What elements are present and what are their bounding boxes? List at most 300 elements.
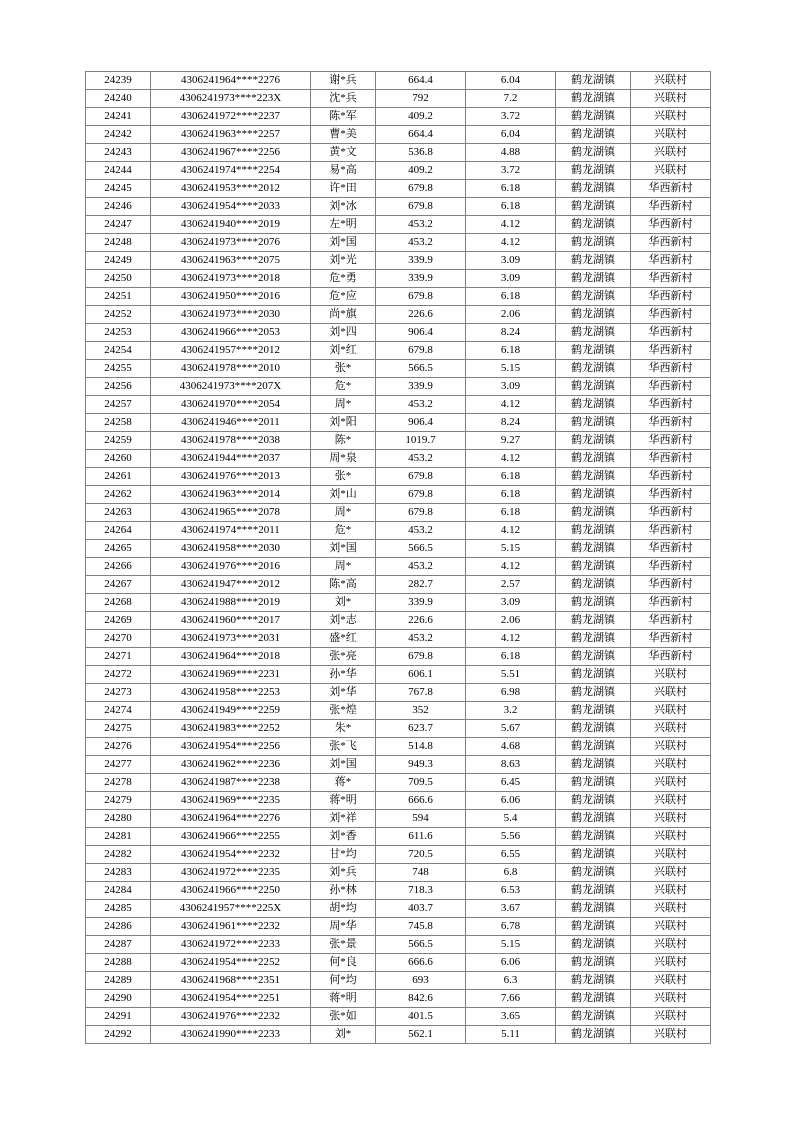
table-row: [86, 558, 711, 576]
village-cell: 华西新村: [631, 342, 711, 360]
town-cell: 鹤龙湖镇: [556, 774, 631, 792]
id-cell: 4306241976****2013: [151, 468, 311, 486]
town-cell: 鹤龙湖镇: [556, 504, 631, 522]
village-cell: 兴联村: [631, 90, 711, 108]
area-cell: 3.09: [466, 378, 556, 396]
area-cell: 6.18: [466, 198, 556, 216]
amount-cell: 566.5: [376, 540, 466, 558]
table-row: [86, 792, 711, 810]
seq-cell: 24266: [86, 558, 151, 576]
table-row: [86, 72, 711, 90]
id-cell: 4306241958****2030: [151, 540, 311, 558]
id-cell: 4306241973****223X: [151, 90, 311, 108]
name-cell: 张*: [311, 468, 376, 486]
amount-cell: 679.8: [376, 180, 466, 198]
village-cell: 兴联村: [631, 918, 711, 936]
table-row: [86, 486, 711, 504]
amount-cell: 566.5: [376, 936, 466, 954]
town-cell: 鹤龙湖镇: [556, 486, 631, 504]
village-cell: 兴联村: [631, 1026, 711, 1044]
id-cell: 4306241973****2031: [151, 630, 311, 648]
id-cell: 4306241944****2037: [151, 450, 311, 468]
name-cell: 刘*四: [311, 324, 376, 342]
village-cell: 华西新村: [631, 216, 711, 234]
name-cell: 刘*香: [311, 828, 376, 846]
table-row: [86, 648, 711, 666]
seq-cell: 24264: [86, 522, 151, 540]
town-cell: 鹤龙湖镇: [556, 252, 631, 270]
seq-cell: 24255: [86, 360, 151, 378]
name-cell: 孙*华: [311, 666, 376, 684]
id-cell: 4306241978****2038: [151, 432, 311, 450]
seq-cell: 24259: [86, 432, 151, 450]
town-cell: 鹤龙湖镇: [556, 162, 631, 180]
name-cell: 左*明: [311, 216, 376, 234]
name-cell: 刘*: [311, 594, 376, 612]
area-cell: 6.04: [466, 72, 556, 90]
name-cell: 朱*: [311, 720, 376, 738]
area-cell: 3.72: [466, 162, 556, 180]
town-cell: 鹤龙湖镇: [556, 450, 631, 468]
village-cell: 华西新村: [631, 252, 711, 270]
amount-cell: 709.5: [376, 774, 466, 792]
area-cell: 3.09: [466, 594, 556, 612]
village-cell: 华西新村: [631, 378, 711, 396]
town-cell: 鹤龙湖镇: [556, 810, 631, 828]
town-cell: 鹤龙湖镇: [556, 1026, 631, 1044]
name-cell: 刘*国: [311, 234, 376, 252]
amount-cell: 514.8: [376, 738, 466, 756]
id-cell: 4306241988****2019: [151, 594, 311, 612]
village-cell: 兴联村: [631, 702, 711, 720]
town-cell: 鹤龙湖镇: [556, 594, 631, 612]
area-cell: 4.88: [466, 144, 556, 162]
town-cell: 鹤龙湖镇: [556, 756, 631, 774]
amount-cell: 453.2: [376, 216, 466, 234]
name-cell: 蒋*明: [311, 990, 376, 1008]
table-row: [86, 612, 711, 630]
town-cell: 鹤龙湖镇: [556, 990, 631, 1008]
id-cell: 4306241969****2231: [151, 666, 311, 684]
table-row: [86, 828, 711, 846]
seq-cell: 24253: [86, 324, 151, 342]
name-cell: 刘*阳: [311, 414, 376, 432]
town-cell: 鹤龙湖镇: [556, 666, 631, 684]
area-cell: 5.56: [466, 828, 556, 846]
amount-cell: 339.9: [376, 378, 466, 396]
id-cell: 4306241973****207X: [151, 378, 311, 396]
amount-cell: 720.5: [376, 846, 466, 864]
name-cell: 周*: [311, 504, 376, 522]
seq-cell: 24260: [86, 450, 151, 468]
table-row: [86, 900, 711, 918]
amount-cell: 949.3: [376, 756, 466, 774]
amount-cell: 906.4: [376, 324, 466, 342]
area-cell: 4.12: [466, 396, 556, 414]
seq-cell: 24239: [86, 72, 151, 90]
name-cell: 刘*: [311, 1026, 376, 1044]
name-cell: 谢*兵: [311, 72, 376, 90]
seq-cell: 24281: [86, 828, 151, 846]
table-row: [86, 738, 711, 756]
amount-cell: 409.2: [376, 108, 466, 126]
id-cell: 4306241974****2254: [151, 162, 311, 180]
name-cell: 孙*林: [311, 882, 376, 900]
area-cell: 4.12: [466, 450, 556, 468]
id-cell: 4306241970****2054: [151, 396, 311, 414]
amount-cell: 339.9: [376, 270, 466, 288]
id-cell: 4306241957****225X: [151, 900, 311, 918]
town-cell: 鹤龙湖镇: [556, 954, 631, 972]
table-row: [86, 468, 711, 486]
amount-cell: 339.9: [376, 252, 466, 270]
amount-cell: 679.8: [376, 648, 466, 666]
seq-cell: 24250: [86, 270, 151, 288]
town-cell: 鹤龙湖镇: [556, 414, 631, 432]
town-cell: 鹤龙湖镇: [556, 828, 631, 846]
seq-cell: 24246: [86, 198, 151, 216]
name-cell: 陈*: [311, 432, 376, 450]
seq-cell: 24291: [86, 1008, 151, 1026]
seq-cell: 24268: [86, 594, 151, 612]
village-cell: 华西新村: [631, 288, 711, 306]
town-cell: 鹤龙湖镇: [556, 864, 631, 882]
table-row: [86, 882, 711, 900]
table-row: [86, 126, 711, 144]
amount-cell: 666.6: [376, 792, 466, 810]
area-cell: 4.12: [466, 234, 556, 252]
table-row: [86, 270, 711, 288]
seq-cell: 24265: [86, 540, 151, 558]
name-cell: 张*煌: [311, 702, 376, 720]
id-cell: 4306241972****2233: [151, 936, 311, 954]
area-cell: 6.18: [466, 342, 556, 360]
area-cell: 8.24: [466, 324, 556, 342]
town-cell: 鹤龙湖镇: [556, 108, 631, 126]
town-cell: 鹤龙湖镇: [556, 90, 631, 108]
name-cell: 曹*美: [311, 126, 376, 144]
village-cell: 华西新村: [631, 180, 711, 198]
village-cell: 华西新村: [631, 486, 711, 504]
id-cell: 4306241987****2238: [151, 774, 311, 792]
table-row: [86, 288, 711, 306]
name-cell: 蒋*明: [311, 792, 376, 810]
table-row: [86, 306, 711, 324]
village-cell: 兴联村: [631, 1008, 711, 1026]
village-cell: 兴联村: [631, 936, 711, 954]
name-cell: 周*: [311, 396, 376, 414]
village-cell: 兴联村: [631, 756, 711, 774]
town-cell: 鹤龙湖镇: [556, 720, 631, 738]
village-cell: 华西新村: [631, 612, 711, 630]
area-cell: 5.4: [466, 810, 556, 828]
seq-cell: 24251: [86, 288, 151, 306]
id-cell: 4306241954****2252: [151, 954, 311, 972]
table-row: [86, 666, 711, 684]
village-cell: 兴联村: [631, 864, 711, 882]
amount-cell: 623.7: [376, 720, 466, 738]
id-cell: 4306241973****2018: [151, 270, 311, 288]
seq-cell: 24244: [86, 162, 151, 180]
village-cell: 华西新村: [631, 594, 711, 612]
table-row: [86, 954, 711, 972]
name-cell: 张*亮: [311, 648, 376, 666]
amount-cell: 282.7: [376, 576, 466, 594]
town-cell: 鹤龙湖镇: [556, 378, 631, 396]
village-cell: 兴联村: [631, 846, 711, 864]
table-row: [86, 180, 711, 198]
id-cell: 4306241960****2017: [151, 612, 311, 630]
seq-cell: 24256: [86, 378, 151, 396]
area-cell: 6.78: [466, 918, 556, 936]
area-cell: 3.65: [466, 1008, 556, 1026]
table-row: [86, 396, 711, 414]
id-cell: 4306241964****2018: [151, 648, 311, 666]
id-cell: 4306241983****2252: [151, 720, 311, 738]
town-cell: 鹤龙湖镇: [556, 522, 631, 540]
name-cell: 沈*兵: [311, 90, 376, 108]
id-cell: 4306241973****2076: [151, 234, 311, 252]
table-row: [86, 450, 711, 468]
town-cell: 鹤龙湖镇: [556, 918, 631, 936]
table-row: [86, 216, 711, 234]
table-row: [86, 774, 711, 792]
id-cell: 4306241976****2016: [151, 558, 311, 576]
town-cell: 鹤龙湖镇: [556, 630, 631, 648]
table-row: [86, 198, 711, 216]
id-cell: 4306241954****2256: [151, 738, 311, 756]
village-cell: 兴联村: [631, 810, 711, 828]
area-cell: 4.12: [466, 522, 556, 540]
table-row: [86, 162, 711, 180]
table-row: [86, 504, 711, 522]
seq-cell: 24262: [86, 486, 151, 504]
name-cell: 周*: [311, 558, 376, 576]
town-cell: 鹤龙湖镇: [556, 846, 631, 864]
amount-cell: 666.6: [376, 954, 466, 972]
village-cell: 兴联村: [631, 162, 711, 180]
id-cell: 4306241940****2019: [151, 216, 311, 234]
amount-cell: 745.8: [376, 918, 466, 936]
amount-cell: 679.8: [376, 468, 466, 486]
village-cell: 华西新村: [631, 324, 711, 342]
area-cell: 6.8: [466, 864, 556, 882]
village-cell: 华西新村: [631, 234, 711, 252]
name-cell: 陈*军: [311, 108, 376, 126]
amount-cell: 453.2: [376, 630, 466, 648]
name-cell: 危*: [311, 378, 376, 396]
seq-cell: 24252: [86, 306, 151, 324]
amount-cell: 401.5: [376, 1008, 466, 1026]
name-cell: 刘*山: [311, 486, 376, 504]
area-cell: 6.18: [466, 486, 556, 504]
id-cell: 4306241954****2251: [151, 990, 311, 1008]
area-cell: 3.72: [466, 108, 556, 126]
village-cell: 兴联村: [631, 684, 711, 702]
village-cell: 华西新村: [631, 432, 711, 450]
area-cell: 3.67: [466, 900, 556, 918]
town-cell: 鹤龙湖镇: [556, 900, 631, 918]
area-cell: 4.68: [466, 738, 556, 756]
village-cell: 兴联村: [631, 990, 711, 1008]
id-cell: 4306241961****2232: [151, 918, 311, 936]
seq-cell: 24258: [86, 414, 151, 432]
amount-cell: 679.8: [376, 504, 466, 522]
amount-cell: 906.4: [376, 414, 466, 432]
amount-cell: 562.1: [376, 1026, 466, 1044]
area-cell: 6.18: [466, 468, 556, 486]
id-cell: 4306241966****2053: [151, 324, 311, 342]
table-row: [86, 324, 711, 342]
seq-cell: 24286: [86, 918, 151, 936]
area-cell: 6.04: [466, 126, 556, 144]
id-cell: 4306241946****2011: [151, 414, 311, 432]
village-cell: 华西新村: [631, 468, 711, 486]
table-row: [86, 810, 711, 828]
area-cell: 6.06: [466, 954, 556, 972]
name-cell: 许*田: [311, 180, 376, 198]
amount-cell: 566.5: [376, 360, 466, 378]
table-row: [86, 522, 711, 540]
amount-cell: 226.6: [376, 306, 466, 324]
village-cell: 华西新村: [631, 630, 711, 648]
seq-cell: 24284: [86, 882, 151, 900]
town-cell: 鹤龙湖镇: [556, 612, 631, 630]
amount-cell: 352: [376, 702, 466, 720]
seq-cell: 24279: [86, 792, 151, 810]
amount-cell: 842.6: [376, 990, 466, 1008]
village-cell: 华西新村: [631, 450, 711, 468]
area-cell: 6.18: [466, 504, 556, 522]
seq-cell: 24274: [86, 702, 151, 720]
seq-cell: 24257: [86, 396, 151, 414]
amount-cell: 594: [376, 810, 466, 828]
area-cell: 6.18: [466, 648, 556, 666]
town-cell: 鹤龙湖镇: [556, 882, 631, 900]
town-cell: 鹤龙湖镇: [556, 180, 631, 198]
amount-cell: 453.2: [376, 558, 466, 576]
village-cell: 兴联村: [631, 108, 711, 126]
area-cell: 5.11: [466, 1026, 556, 1044]
name-cell: 何*均: [311, 972, 376, 990]
id-cell: 4306241950****2016: [151, 288, 311, 306]
village-cell: 华西新村: [631, 540, 711, 558]
village-cell: 华西新村: [631, 270, 711, 288]
id-cell: 4306241954****2033: [151, 198, 311, 216]
village-cell: 华西新村: [631, 504, 711, 522]
seq-cell: 24261: [86, 468, 151, 486]
table-row: [86, 630, 711, 648]
town-cell: 鹤龙湖镇: [556, 342, 631, 360]
area-cell: 8.24: [466, 414, 556, 432]
name-cell: 刘*祥: [311, 810, 376, 828]
town-cell: 鹤龙湖镇: [556, 198, 631, 216]
id-cell: 4306241949****2259: [151, 702, 311, 720]
id-cell: 4306241967****2256: [151, 144, 311, 162]
seq-cell: 24263: [86, 504, 151, 522]
area-cell: 4.12: [466, 216, 556, 234]
id-cell: 4306241978****2010: [151, 360, 311, 378]
seq-cell: 24248: [86, 234, 151, 252]
seq-cell: 24283: [86, 864, 151, 882]
table-row: [86, 846, 711, 864]
seq-cell: 24271: [86, 648, 151, 666]
table-row: [86, 918, 711, 936]
table-row: [86, 936, 711, 954]
village-cell: 华西新村: [631, 396, 711, 414]
id-cell: 4306241972****2237: [151, 108, 311, 126]
seq-cell: 24282: [86, 846, 151, 864]
area-cell: 2.57: [466, 576, 556, 594]
area-cell: 3.09: [466, 252, 556, 270]
name-cell: 黄*文: [311, 144, 376, 162]
seq-cell: 24240: [86, 90, 151, 108]
seq-cell: 24292: [86, 1026, 151, 1044]
table-row: [86, 432, 711, 450]
town-cell: 鹤龙湖镇: [556, 576, 631, 594]
seq-cell: 24245: [86, 180, 151, 198]
area-cell: 6.18: [466, 288, 556, 306]
town-cell: 鹤龙湖镇: [556, 144, 631, 162]
amount-cell: 718.3: [376, 882, 466, 900]
seq-cell: 24290: [86, 990, 151, 1008]
village-cell: 兴联村: [631, 720, 711, 738]
id-cell: 4306241968****2351: [151, 972, 311, 990]
name-cell: 刘*华: [311, 684, 376, 702]
amount-cell: 611.6: [376, 828, 466, 846]
area-cell: 6.06: [466, 792, 556, 810]
amount-cell: 792: [376, 90, 466, 108]
name-cell: 甘*均: [311, 846, 376, 864]
town-cell: 鹤龙湖镇: [556, 288, 631, 306]
id-cell: 4306241976****2232: [151, 1008, 311, 1026]
table-row: [86, 594, 711, 612]
id-cell: 4306241957****2012: [151, 342, 311, 360]
name-cell: 周*泉: [311, 450, 376, 468]
name-cell: 尚*旗: [311, 306, 376, 324]
name-cell: 刘*国: [311, 756, 376, 774]
seq-cell: 24288: [86, 954, 151, 972]
village-cell: 兴联村: [631, 900, 711, 918]
table-row: [86, 702, 711, 720]
town-cell: 鹤龙湖镇: [556, 324, 631, 342]
table-row: [86, 252, 711, 270]
amount-cell: 403.7: [376, 900, 466, 918]
village-cell: 兴联村: [631, 792, 711, 810]
area-cell: 5.51: [466, 666, 556, 684]
table-row: [86, 972, 711, 990]
area-cell: 5.67: [466, 720, 556, 738]
table-row: [86, 144, 711, 162]
village-cell: 兴联村: [631, 882, 711, 900]
id-cell: 4306241964****2276: [151, 810, 311, 828]
area-cell: 7.2: [466, 90, 556, 108]
town-cell: 鹤龙湖镇: [556, 432, 631, 450]
name-cell: 陈*高: [311, 576, 376, 594]
seq-cell: 24243: [86, 144, 151, 162]
town-cell: 鹤龙湖镇: [556, 648, 631, 666]
town-cell: 鹤龙湖镇: [556, 792, 631, 810]
seq-cell: 24276: [86, 738, 151, 756]
id-cell: 4306241963****2014: [151, 486, 311, 504]
seq-cell: 24269: [86, 612, 151, 630]
town-cell: 鹤龙湖镇: [556, 558, 631, 576]
name-cell: 何*良: [311, 954, 376, 972]
name-cell: 危*: [311, 522, 376, 540]
amount-cell: 679.8: [376, 288, 466, 306]
id-cell: 4306241966****2250: [151, 882, 311, 900]
village-cell: 兴联村: [631, 144, 711, 162]
